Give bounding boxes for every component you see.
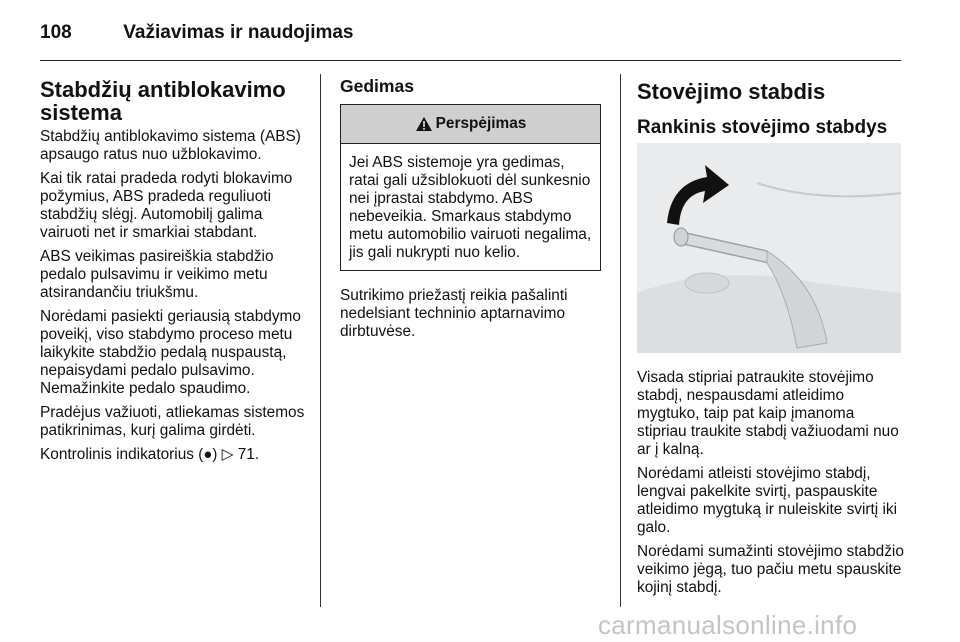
handbrake-photo <box>637 143 901 353</box>
warning-header <box>341 105 600 144</box>
failure-paragraph: Sutrikimo priežastį reikia pašalinti nedelsiant techninio aptarnavimo dirbtuvėse. <box>340 287 568 340</box>
abs-indicator-icon: (●) <box>198 446 218 463</box>
parking-paragraph: Norėdami sumažinti stovėjimo stabdžio veikimo jėgą, tuo pačiu metu spauskite kojinį stabdį. <box>637 543 904 596</box>
page-header <box>40 22 354 44</box>
column-failure <box>340 76 602 347</box>
indicator-text: Kontrolinis indikatorius <box>40 446 194 463</box>
abs-paragraph: ABS veikimas pasireiškia stabdžio pedalo pulsavimu ir veikimo metu atsirandančiu triukšmu. <box>40 248 274 301</box>
indicator-line <box>40 446 312 464</box>
reference-arrow-icon: ▷ <box>221 446 234 463</box>
column-abs <box>40 72 312 470</box>
abs-paragraph: Pradėjus važiuoti, atliekamas sistemos patikrinimas, kurį galima girdėti. <box>40 404 305 439</box>
parking-paragraph: Norėdami atleisti stovėjimo stabdį, lengvai pakelkite svirtį, paspauskite atleidimo mygtuką ir nuleiskite svirtį iki galo. <box>637 465 898 536</box>
parking-paragraph: Visada stipriai patraukite stovėjimo stabdį, nespausdami atleidimo mygtuko, taip pat kaip įmanoma stipriau traukite stabdį važiuodami nuo ar į kalną. <box>637 369 899 458</box>
handbrake-subheading: Rankinis stovėjimo stabdys <box>637 117 888 138</box>
abs-paragraph: Stabdžių antiblokavimo sistema (ABS) apsaugo ratus nuo užblokavimo. <box>40 128 301 163</box>
column-divider-2 <box>620 74 621 607</box>
column-divider-1 <box>320 74 321 607</box>
header-rule <box>40 60 901 61</box>
abs-paragraph: Norėdami pasiekti geriausią stabdymo poveikį, viso stabdymo proceso metu laikykite stabdžio pedalą nuspaustą, nepaisydami pedalo pulsavimo. Nemažinkite pedalo spaudimo. <box>40 308 301 397</box>
parking-brake-heading: Stovėjimo stabdis <box>637 79 826 104</box>
warning-title: Perspėjimas <box>435 115 527 132</box>
watermark: carmanualsonline.info <box>598 610 858 640</box>
warning-text: Jei ABS sistemoje yra gedimas, ratai gali užsiblokuoti dėl sunkesnio nei įprastai stabdymo. ABS nebeveikia. Smarkaus stabdymo metu automobilio vairuoti negalima, jis gali nukrypti nuo kelio. <box>349 154 592 261</box>
indicator-reference[interactable]: 71. <box>237 446 260 463</box>
page-number: 108 <box>40 22 72 43</box>
page-title: Važiavimas ir naudojimas <box>123 22 354 43</box>
column-parking-brake <box>637 72 907 603</box>
abs-paragraph: Kai tik ratai pradeda rodyti blokavimo požymius, ABS pradeda reguliuoti stabdžių slėgį. Automobilį galima vairuoti net ir smarkiai stabdant. <box>40 170 293 241</box>
abs-heading: Stabdžių antiblokavimo sistema <box>40 77 286 125</box>
failure-heading: Gedimas <box>340 76 414 96</box>
warning-box <box>340 104 601 271</box>
warning-triangle-icon <box>415 116 433 132</box>
